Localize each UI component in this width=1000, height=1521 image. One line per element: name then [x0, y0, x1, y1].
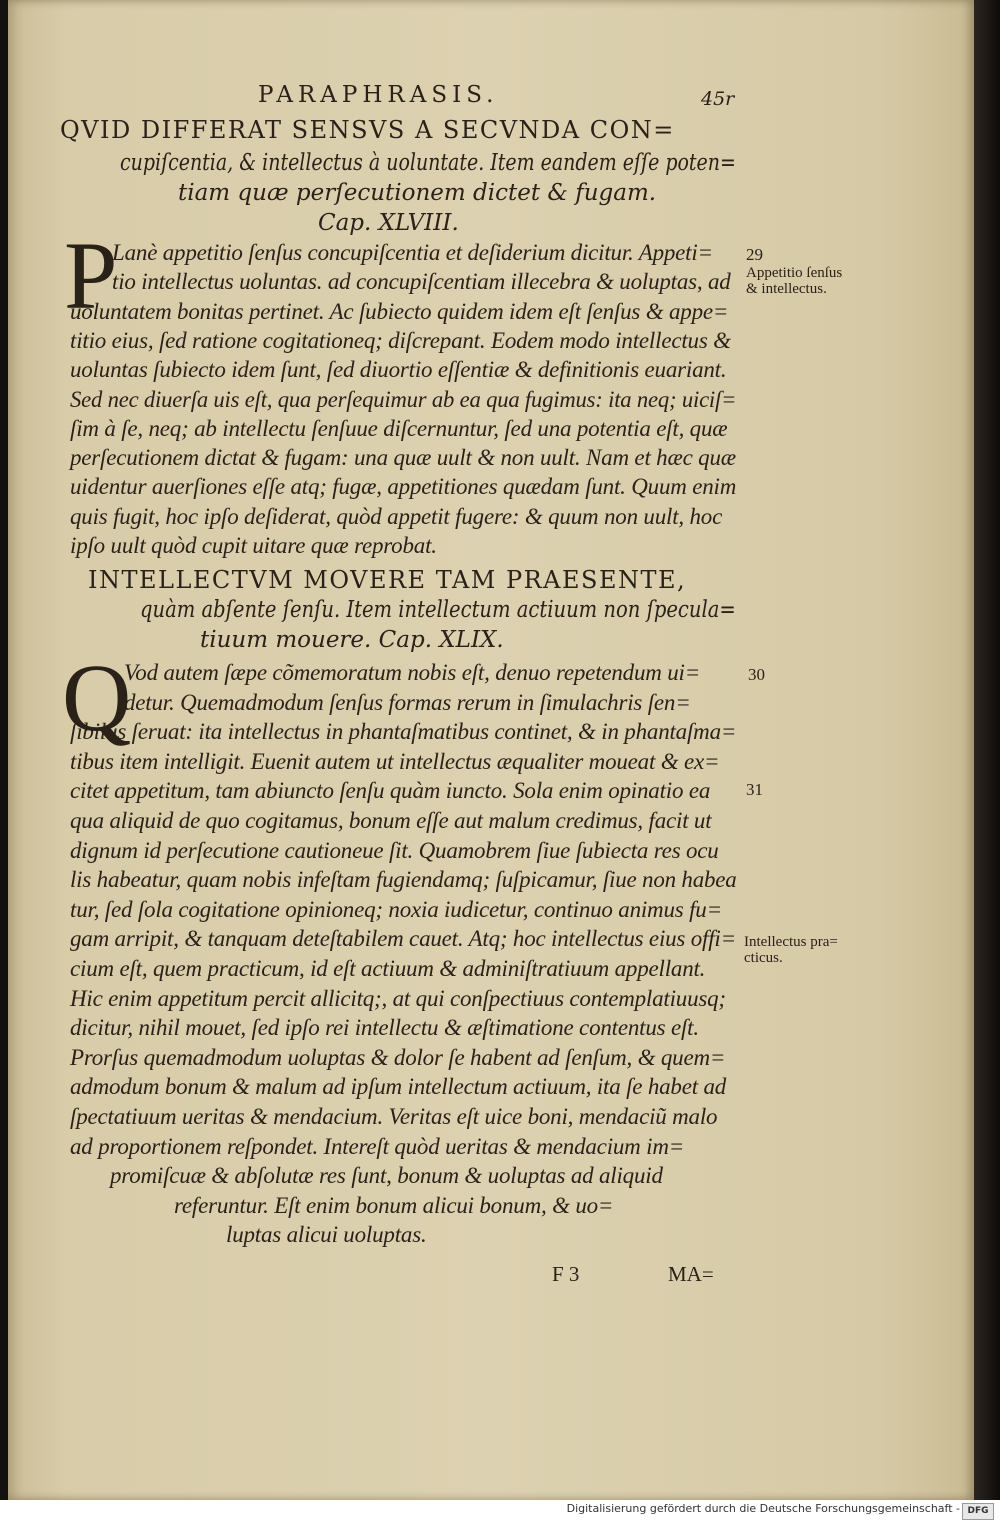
text-line: uidentur auerſiones eſſe atq; fugæ, appetitiones quædam ſunt. Quum enim: [70, 474, 737, 500]
chapter48-title-line2: cupiſcentia, & intellectus à uoluntate. Item eandem eſſe poten=: [120, 150, 736, 176]
folio-number: 45r: [701, 88, 735, 110]
chapter49-title-line3: tiuum mouere. Cap. XLIX.: [200, 627, 504, 653]
text-line: luptas alicui uoluptas.: [226, 1222, 427, 1248]
text-line: dignum id perſecutione cautioneue ſit. Quamobrem ſiue ſubiecta res ocu: [70, 837, 719, 863]
text-line: lis habeatur, quam nobis infeſtam fugiendamq; ſuſpicamur, ſiue non habea: [70, 867, 737, 893]
text-line: Vod autem ſæpe cõmemoratum nobis eſt, denuo repetendum ui=: [124, 660, 701, 685]
book-page: [8, 0, 974, 1500]
margin-note-line: Intellectus pra=: [744, 934, 838, 950]
text-line: ſim à ſe, neq; ab intellectu ſenſuue diſcernuntur, ſed una potentia eſt, quæ: [70, 415, 728, 441]
margin-note-intellectus: [744, 934, 838, 966]
text-line: detur. Quemadmodum ſenſus formas rerum in ſimulachris ſen=: [124, 689, 691, 715]
text-line: tio intellectus uoluntas. ad concupiſcentiam illecebra & uoluptas, ad: [112, 269, 731, 295]
margin-number-29: 29: [746, 245, 763, 264]
chapter49-title-line2: quàm abſente ſenſu. Item intellectum actiuum non ſpecula=: [140, 597, 736, 623]
page-edge-shadow: [974, 0, 1000, 1500]
text-line: admodum bonum & malum ad ipſum intellectum actiuum, ita ſe habet ad: [70, 1074, 727, 1100]
text-line: promiſcuæ & abſolutæ res ſunt, bonum & uoluptas ad aliquid: [110, 1163, 663, 1189]
margin-note-line: cticus.: [744, 950, 783, 966]
text-line: gam arripit, & tanquam deteſtabilem cauet. Atq; hoc intellectus eius offi=: [70, 926, 736, 952]
text-line: uoluntatem bonitas pertinet. Ac ſubiecto quidem idem eſt ſenſus & appe=: [70, 298, 729, 324]
text-line: dicitur, nihil mouet, ſed ipſo rei intellectu & æſtimatione contentus eſt.: [70, 1015, 699, 1041]
text-line: Prorſus quemadmodum uoluptas & dolor ſe habent ad ſenſum, & quem=: [70, 1044, 726, 1070]
dfg-logo-icon: DFG: [962, 1503, 994, 1520]
text-line: ſibilus ſeruat: ita intellectus in phantaſmatibus continet, & in phantaſma=: [70, 719, 737, 745]
text-line: qua aliquid de quo cogitamus, bonum eſſe aut malum credimus, facit ut: [70, 808, 712, 833]
chapter48-dropcap: P: [64, 222, 118, 329]
text-line: Sed nec diuerſa uis eſt, qua perſequimur ab ea qua fugimus: ita neq; uiciſ=: [70, 386, 737, 412]
footer-bar: [0, 1500, 1000, 1521]
margin-number-30: 30: [748, 665, 765, 684]
text-line: quis fugit, hoc ipſo deſiderat, quòd appetit fugere: & quum non uult, hoc: [70, 503, 723, 529]
signature-mark: F 3: [552, 1262, 580, 1286]
catchword: MA=: [668, 1262, 714, 1286]
text-line: ad proportionem reſpondet. Intereſt quòd ueritas & mendacium im=: [70, 1133, 685, 1159]
text-line: titio eius, ſed ratione cogitationeq; diſcrepant. Eodem modo intellectus &: [70, 327, 731, 353]
chapter48-title-line1: QVID DIFFERAT SENSVS A SECVNDA CON=: [60, 116, 675, 144]
text-line: ipſo uult quòd cupit uitare quæ reprobat.: [70, 533, 437, 558]
margin-note-line: & intellectus.: [746, 281, 827, 297]
margin-note-line: Appetitio ſenſus: [746, 265, 843, 281]
text-line: ſpectatiuum ueritas & mendacium. Veritas eſt uice boni, mendaciũ malo: [70, 1104, 718, 1129]
chapter48-title-line3: tiam quæ perſecutionem dictet & fugam.: [178, 180, 657, 206]
margin-number-31: 31: [746, 780, 763, 799]
text-line: cium eſt, quem practicum, id eſt actiuum & adminiſtratiuum appellant.: [70, 956, 706, 981]
text-line: Lanè appetitio ſenſus concupiſcentia et deſiderium dicitur. Appeti=: [112, 240, 713, 265]
text-line: Hic enim appetitum percit allicitq;, at qui conſpectiuus contemplatiuusq;: [70, 985, 726, 1011]
text-line: referuntur. Eſt enim bonum alicui bonum, & uo=: [174, 1192, 614, 1218]
running-head: PARAPHRASIS.: [258, 82, 499, 108]
text-line: tur, ſed ſola cogitatione opinioneq; noxia iudicetur, continuo animus fu=: [70, 896, 722, 922]
chapter49-title-line1: INTELLECTVM MOVERE TAM PRAESENTE,: [88, 566, 687, 594]
chapter48-cap-number: Cap. XLVIII.: [318, 210, 459, 236]
footer-credit: Digitalisierung gefördert durch die Deutsche Forschungsgemeinschaft -: [566, 1502, 960, 1515]
text-line: uoluntas ſubiecto idem ſunt, ſed diuortio eſſentiæ & definitionis euariant.: [70, 357, 727, 383]
margin-note-appetitio: [746, 265, 842, 297]
text-line: citet appetitum, tam abiuncto ſenſu quàm iuncto. Sola enim opinatio ea: [70, 778, 711, 804]
text-line: perſecutionem dictat & fugam: una quæ uult & non uult. Nam et hæc quæ: [70, 445, 736, 471]
text-line: tibus item intelligit. Euenit autem ut intellectus æqualiter moueat & ex=: [70, 748, 720, 774]
chapter49-dropcap: Q: [62, 644, 132, 751]
